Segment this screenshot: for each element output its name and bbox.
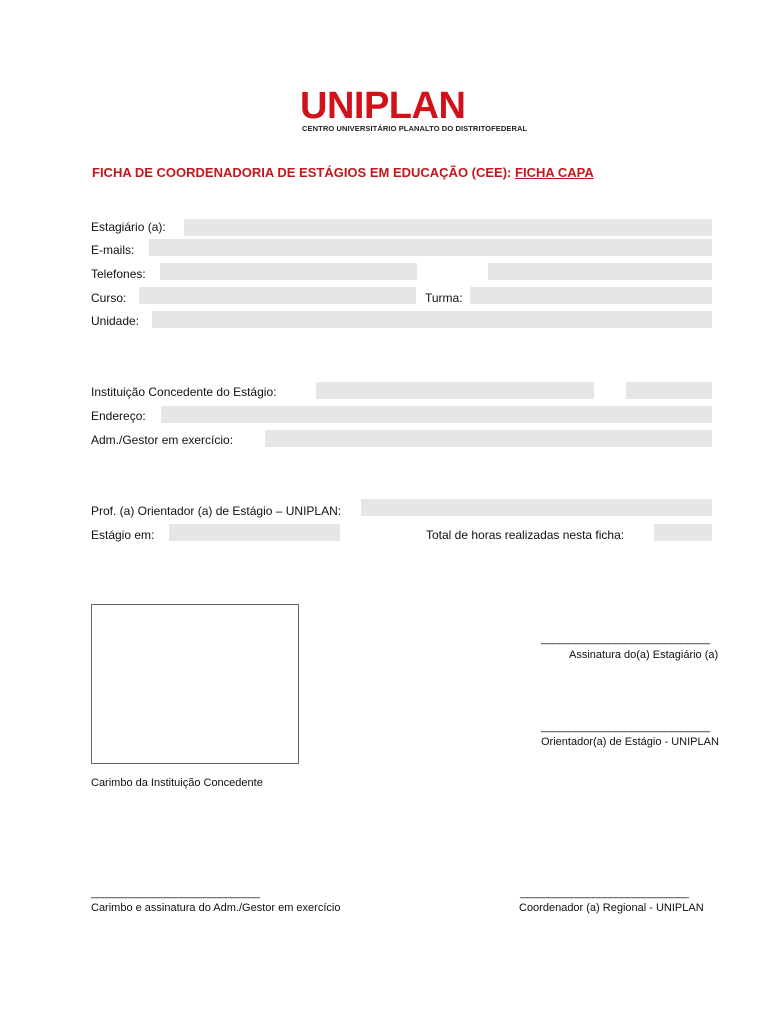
endereco-field[interactable]: [161, 406, 712, 423]
instituicao-extra-field[interactable]: [626, 382, 712, 399]
gestor-signature-line: ______________________________: [91, 887, 260, 899]
assinatura-estagiario-caption: Assinatura do(a) Estagiário (a): [569, 649, 719, 661]
orientador-uniplan-caption: Orientador(a) de Estágio - UNIPLAN: [541, 736, 719, 748]
total-horas-label: Total de horas realizadas nesta ficha:: [426, 528, 625, 542]
estagiario-field[interactable]: [184, 219, 712, 236]
unidade-field[interactable]: [152, 311, 712, 328]
estagio-em-label: Estágio em:: [91, 528, 155, 542]
estagiario-label: Estagiário (a):: [91, 220, 166, 234]
curso-label: Curso:: [91, 291, 127, 305]
title-link-ficha-capa[interactable]: FICHA CAPA: [515, 165, 594, 180]
coordenador-regional-caption: Coordenador (a) Regional - UNIPLAN: [519, 902, 704, 914]
curso-field[interactable]: [139, 287, 416, 304]
instituicao-field[interactable]: [316, 382, 594, 399]
estagiario-signature-line: ______________________________: [541, 633, 710, 645]
telefone-2-field[interactable]: [488, 263, 712, 280]
orientador-signature-line: ______________________________: [541, 721, 710, 733]
emails-field[interactable]: [149, 239, 712, 256]
total-horas-field[interactable]: [654, 524, 712, 541]
stamp-box: [91, 604, 299, 764]
turma-field[interactable]: [470, 287, 712, 304]
title-prefix: FICHA DE COORDENADORIA DE ESTÁGIOS EM EDUCAÇÃO (CEE):: [92, 165, 512, 180]
telefone-1-field[interactable]: [160, 263, 417, 280]
turma-label: Turma:: [425, 291, 463, 305]
endereco-label: Endereço:: [91, 409, 146, 423]
orientador-field[interactable]: [361, 499, 712, 516]
gestor-field[interactable]: [265, 430, 712, 447]
logo-subtitle: CENTRO UNIVERSITÁRIO PLANALTO DO DISTRITOFEDERAL: [302, 124, 528, 133]
carimbo-instituicao-caption: Carimbo da Instituição Concedente: [91, 777, 263, 789]
page-title: [92, 165, 594, 180]
unidade-label: Unidade:: [91, 314, 140, 328]
emails-label: E-mails:: [91, 243, 135, 257]
uniplan-logo: UNIPLAN: [300, 85, 466, 127]
orientador-label: Prof. (a) Orientador (a) de Estágio – UNIPLAN:: [91, 504, 342, 518]
estagio-em-field[interactable]: [169, 524, 340, 541]
telefones-label: Telefones:: [91, 267, 146, 281]
gestor-label: Adm./Gestor em exercício:: [91, 433, 234, 447]
carimbo-gestor-caption: Carimbo e assinatura do Adm./Gestor em exercício: [91, 902, 341, 914]
coordenador-signature-line: ______________________________: [520, 887, 689, 899]
instituicao-label: Instituição Concedente do Estágio:: [91, 385, 277, 399]
